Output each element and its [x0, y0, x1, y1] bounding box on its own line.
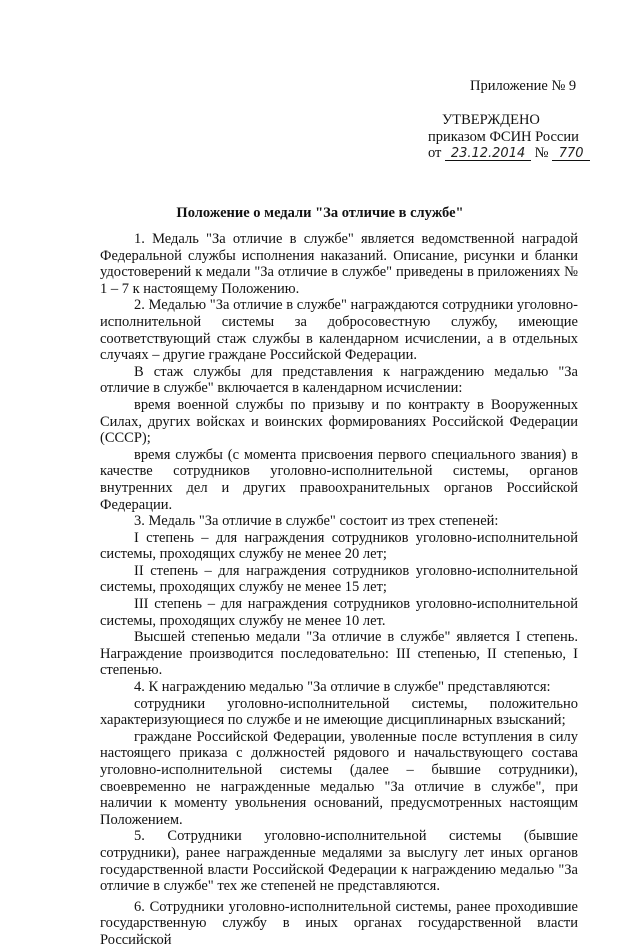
paragraph-1: 1. Медаль "За отличие в службе" является ведомственной наградой Федеральной службы исполнения наказаний. Описание, рисунки и бланки удостоверений к медали "За отличие в службе" приведены в приложениях № 1 – 7 к настоящему Положению.: [100, 231, 578, 297]
document-title: Положение о медали "За отличие в службе": [176, 205, 464, 221]
paragraph-10: Высшей степенью медали "За отличие в службе" является I степень. Награждение производится последовательно: III степенью, II степенью, I степенью.: [100, 629, 578, 679]
paragraph-3: В стаж службы для представления к награждению медалью "За отличие в службе" включается в календарном исчислении:: [100, 363, 578, 397]
order-line: приказом ФСИН России: [428, 128, 579, 145]
handwritten-number: 770: [552, 147, 590, 161]
approval-block: [428, 112, 608, 162]
from-prefix: от: [428, 145, 442, 161]
paragraph-14: 5. Сотрудники уголовно-исполнительной системы (бывшие сотрудники), ранее награжденные медалями за выслугу лет иных органов государственной власти Российской Федерации к награждению медалью "За отличие в службе" тех же степеней не представляются.: [100, 828, 578, 895]
paragraph-15: 6. Сотрудники уголовно-исполнительной системы, ранее проходившие государственную службу в иных органах государственной власти Российской: [100, 898, 578, 948]
paragraph-13: граждане Российской Федерации, уволенные после вступления в силу настоящего приказа с должностей рядового и начальствующего состава уголовно-исполнительной системы (далее – бывшие сотрудники), своевременно не награжденные медалью "За отличие в службе", при наличии к моменту увольнения оснований, предусмотренных настоящим Положением.: [100, 728, 578, 828]
paragraph-8: II степень – для награждения сотрудников уголовно-исполнительной системы, проходящих службу не менее 15 лет;: [100, 562, 578, 596]
paragraph-11: 4. К награждению медалью "За отличие в службе" представляются:: [134, 679, 551, 696]
paragraph-2: 2. Медалью "За отличие в службе" награждаются сотрудники уголовно-исполнительной системы за добросовестную службу, имеющие соответствующий стаж службы в календарном исчислении, а в отдельных случаях – другие граждане Российской Федерации.: [100, 297, 578, 364]
paragraph-4: время военной службы по призыву и по контракту в Вооруженных Силах, других войсках и воинских формированиях Российской Федерации (СССР);: [100, 396, 578, 447]
order-date-line: [428, 145, 608, 162]
document-body: [100, 231, 578, 949]
approved-stamp-text: УТВЕРЖДЕНО: [442, 112, 540, 128]
paragraph-6: 3. Медаль "За отличие в службе" состоит из трех степеней:: [134, 513, 499, 530]
paragraph-9: III степень – для награждения сотрудников уголовно-исполнительной системы, проходящих службу не менее 10 лет.: [100, 596, 578, 629]
paragraph-7: I степень – для награждения сотрудников уголовно-исполнительной системы, проходящих службу не менее 20 лет;: [100, 529, 578, 563]
handwritten-date: 23.12.2014: [445, 147, 531, 161]
appendix-label: Приложение № 9: [470, 78, 577, 94]
paragraph-5: время службы (с момента присвоения первого специального звания) в качестве сотрудников уголовно-исполнительной системы, органов внутренних дел и других правоохранительных органов Российской Федерации.: [100, 446, 578, 513]
paragraph-12: сотрудники уголовно-исполнительной системы, положительно характеризующиеся по службе и не имеющие дисциплинарных взысканий;: [100, 695, 578, 729]
number-prefix: №: [534, 145, 549, 161]
